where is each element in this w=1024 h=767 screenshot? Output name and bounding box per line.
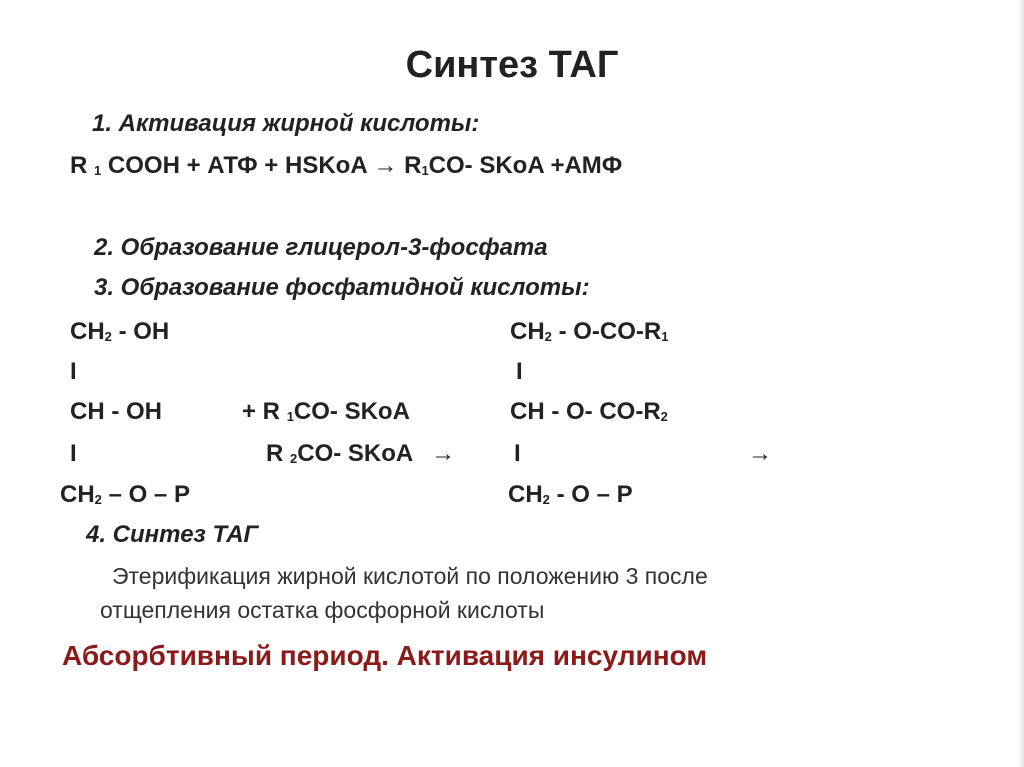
left-row5-sub: 2 [94,492,102,507]
step1-equation [70,152,622,180]
reagent-r1 [242,398,410,426]
reagent-r1-sub: 1 [286,409,294,424]
right-row5-op: - O – P [549,481,633,508]
right-row4: I [514,440,521,467]
left-row1-oh: - OH [111,318,170,345]
absorptive-period-note: Абсорбтивный период. Активация инсулином [62,640,708,671]
reaction-arrow-icon: → [431,440,456,467]
left-row3: CH - OH [70,398,162,425]
reagent-r2 [266,440,455,468]
left-row1-sub: 2 [104,329,112,344]
step4-line2: отщепления остатка фосфорной кислоты [100,597,545,623]
right-row3 [510,398,668,426]
step4-line1: Этерификация жирной кислотой по положению 3 после [112,563,708,589]
right-row3-ester: CH - O- CO-R [510,398,661,425]
left-row5 [60,481,190,509]
reagent-r1-a: + R [242,398,287,425]
right-row1-sub2: 1 [661,329,669,344]
step3-heading: 3. Образование фосфатидной кислоты: [94,274,590,301]
left-row2: I [70,358,77,385]
left-row5-op: – O – P [101,481,190,508]
reagent-r1-b: CO- SKoA [293,398,410,425]
eq-mid: COOH + АТФ + HSKoA → R [107,152,422,179]
step2-heading: 2. Образование глицерол-3-фосфата [94,234,548,261]
page-title: Синтез ТАГ [405,44,619,86]
eq-sub2: 1 [421,163,429,178]
right-arrow-icon: → [748,440,772,467]
reagent-r2-sub: 2 [290,451,298,466]
eq-end: CO- SKoA +AMФ [428,152,623,179]
eq-r: R [70,152,88,179]
left-row4: I [70,440,77,467]
reagent-r2-a: R [266,440,290,467]
right-row1-ester: - O-CO-R [551,318,662,345]
slide-edge [1018,0,1024,767]
left-row5-ch: CH [60,481,95,508]
right-row1-sub: 2 [544,329,552,344]
right-row1-ch: CH [510,318,545,345]
right-row5-sub: 2 [542,492,550,507]
reagent-r2-b: CO- SKoA [297,440,413,467]
right-row3-sub: 2 [660,409,668,424]
right-row1 [510,318,668,346]
left-row1-ch: CH [70,318,105,345]
step1-heading: 1. Активация жирной кислоты: [92,110,480,137]
left-row1 [70,318,169,346]
right-row5 [508,481,633,509]
eq-sub1: 1 [94,163,102,178]
step4-heading: 4. Синтез ТАГ [86,521,259,548]
right-row2: I [516,358,523,385]
right-row5-ch: CH [508,481,543,508]
